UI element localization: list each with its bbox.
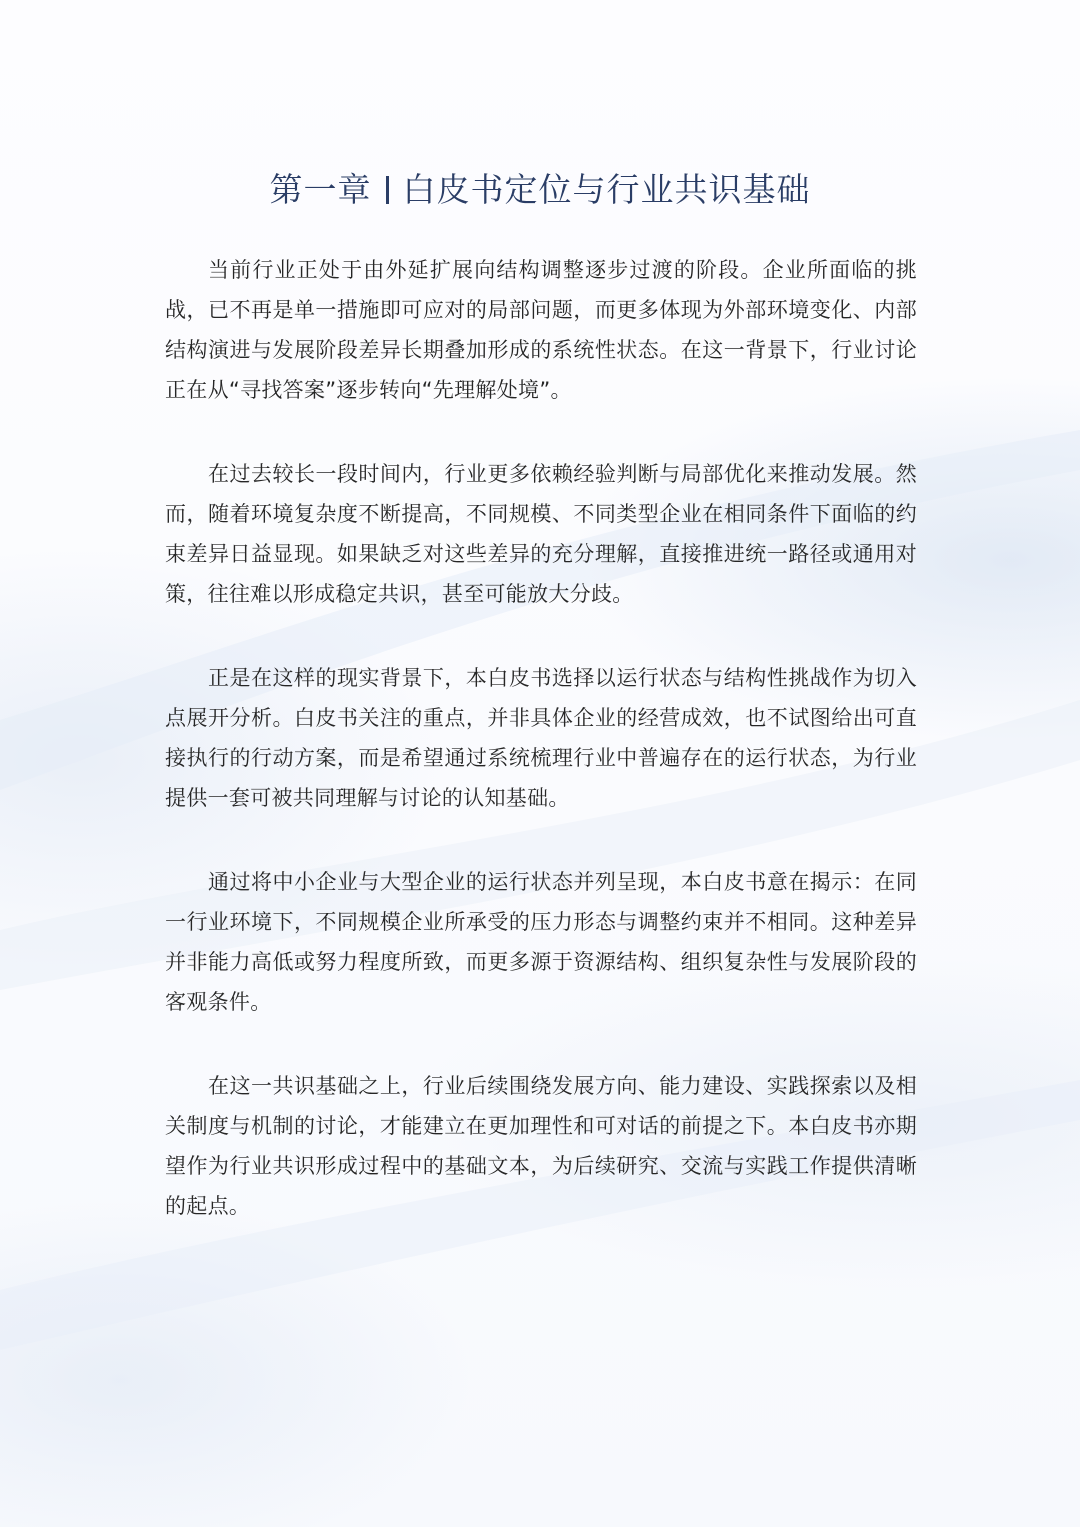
paragraph: 通过将中小企业与大型企业的运行状态并列呈现，本白皮书意在揭示：在同一行业环境下，不同规模企业所承受的压力形态与调整约束并不相同。这种差异并非能力高低或努力程度所致，而更多源于资源结构、组织复杂性与发展阶段的客观条件。 xyxy=(165,870,917,1014)
body-text xyxy=(165,250,917,1270)
chapter-number: 第一章 xyxy=(269,170,372,209)
paragraph: 正是在这样的现实背景下，本白皮书选择以运行状态与结构性挑战作为切入点展开分析。白皮书关注的重点，并非具体企业的经营成效，也不试图给出可直接执行的行动方案，而是希望通过系统梳理行业中普遍存在的运行状态，为行业提供一套可被共同理解与讨论的认知基础。 xyxy=(165,666,917,810)
paragraph: 在这一共识基础之上，行业后续围绕发展方向、能力建设、实践探索以及相关制度与机制的讨论，才能建立在更加理性和可对话的前提之下。本白皮书亦期望作为行业共识形成过程中的基础文本，为后续研究、交流与实践工作提供清晰的起点。 xyxy=(165,1074,917,1218)
chapter-title xyxy=(0,168,1080,212)
title-separator xyxy=(386,176,389,204)
paragraph: 在过去较长一段时间内，行业更多依赖经验判断与局部优化来推动发展。然而，随着环境复杂度不断提高，不同规模、不同类型企业在相同条件下面临的约束差异日益显现。如果缺乏对这些差异的充分理解，直接推进统一路径或通用对策，往往难以形成稳定共识，甚至可能放大分歧。 xyxy=(165,462,917,606)
chapter-heading: 白皮书定位与行业共识基础 xyxy=(402,170,811,209)
paragraph: 当前行业正处于由外延扩展向结构调整逐步过渡的阶段。企业所面临的挑战，已不再是单一措施即可应对的局部问题，而更多体现为外部环境变化、内部结构演进与发展阶段差异长期叠加形成的系统性状态。在这一背景下，行业讨论正在从“寻找答案”逐步转向“先理解处境”。 xyxy=(165,258,917,402)
